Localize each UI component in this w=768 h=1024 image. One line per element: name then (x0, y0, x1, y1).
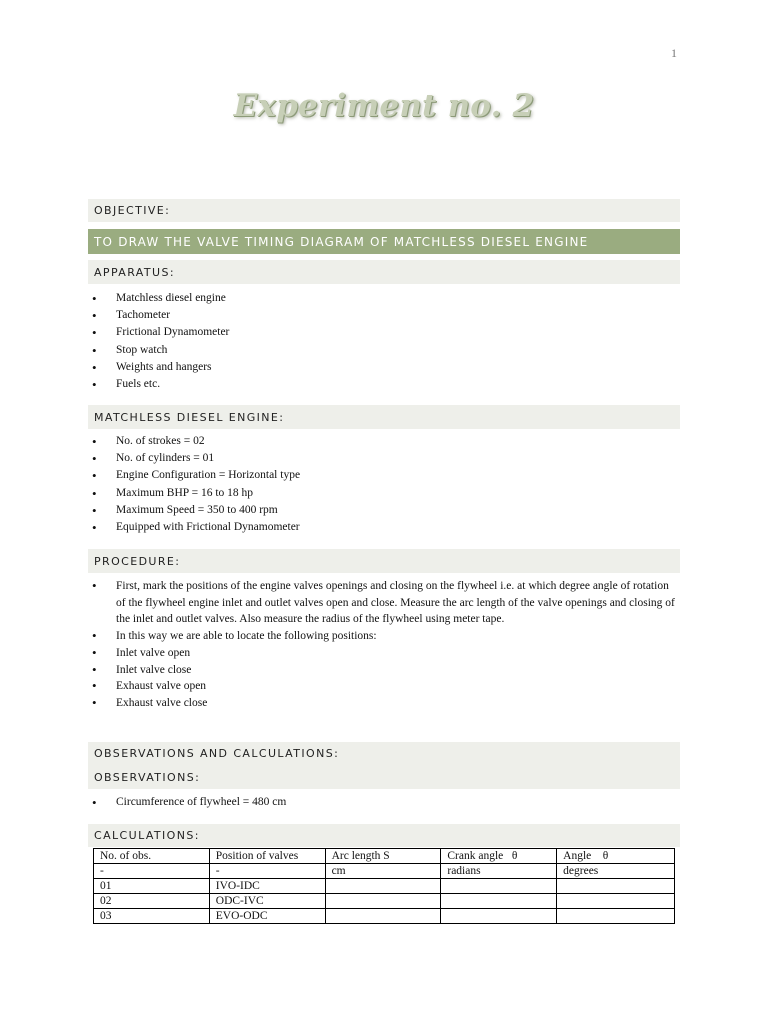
table-row (94, 879, 675, 894)
table-header-row (94, 849, 675, 864)
list-item: • Maximum BHP = 16 to 18 hp (88, 485, 678, 502)
list-item: • No. of cylinders = 01 (88, 450, 678, 467)
table-cell (557, 909, 675, 924)
table-cell: 02 (94, 894, 210, 909)
table-units-row (94, 864, 675, 879)
table-cell: degrees (557, 864, 675, 879)
table-cell: radians (441, 864, 557, 879)
table-cell: 01 (94, 879, 210, 894)
list-item: • Weights and hangers (88, 359, 678, 376)
table-cell (325, 909, 441, 924)
procedure-heading: PROCEDURE: (88, 549, 680, 573)
list-item: • Fuels etc. (88, 376, 678, 393)
calculations-table (93, 848, 675, 924)
procedure-list (88, 578, 678, 712)
table-cell (557, 894, 675, 909)
list-item: • In this way we are able to locate the following positions: (88, 628, 678, 645)
table-cell (557, 879, 675, 894)
engine-spec-list (88, 433, 678, 536)
apparatus-list (88, 290, 678, 393)
table-cell: - (94, 864, 210, 879)
list-item: • Frictional Dynamometer (88, 324, 678, 341)
list-item: • No. of strokes = 02 (88, 433, 678, 450)
apparatus-heading: APPARATUS: (88, 260, 680, 284)
table-cell: No. of obs. (94, 849, 210, 864)
table-row (94, 894, 675, 909)
table-cell (441, 894, 557, 909)
table-cell: 03 (94, 909, 210, 924)
objective-text: TO DRAW THE VALVE TIMING DIAGRAM OF MATCHLESS DIESEL ENGINE (88, 229, 680, 254)
table-cell: IVO-IDC (209, 879, 325, 894)
page-number: 1 (671, 46, 677, 60)
table-cell: - (209, 864, 325, 879)
table-cell (441, 909, 557, 924)
list-item: • Inlet valve open (88, 645, 678, 662)
list-item: • Equipped with Frictional Dynamometer (88, 519, 678, 536)
list-item: • First, mark the positions of the engine valves openings and closing on the flywheel i.e. at which degree angle of rotation of the flywheel engine inlet and outlet valves open and close. Measure the arc length of the valve openings and closing of the inlet and outlet valves. Also measure the radius of the flywheel using meter tape. (88, 578, 678, 628)
list-item: • Inlet valve close (88, 662, 678, 679)
table-cell (441, 879, 557, 894)
list-item: • Stop watch (88, 342, 678, 359)
table-row (94, 909, 675, 924)
table-cell (325, 879, 441, 894)
table-cell: Angle θ (557, 849, 675, 864)
table-cell (325, 894, 441, 909)
observations-heading: OBSERVATIONS: (88, 765, 680, 789)
calculations-heading: CALCULATIONS: (88, 824, 680, 847)
table-cell: EVO-ODC (209, 909, 325, 924)
objective-heading: OBJECTIVE: (88, 199, 680, 222)
list-item: • Engine Configuration = Horizontal type (88, 467, 678, 484)
observations-calculations-heading: OBSERVATIONS AND CALCULATIONS: (88, 742, 680, 765)
table-cell: cm (325, 864, 441, 879)
list-item: • Matchless diesel engine (88, 290, 678, 307)
list-item: • Tachometer (88, 307, 678, 324)
list-item: • Exhaust valve close (88, 695, 678, 712)
table-cell: Position of valves (209, 849, 325, 864)
page-title: Experiment no. 2 (233, 88, 535, 124)
table-cell: Arc length S (325, 849, 441, 864)
engine-heading: MATCHLESS DIESEL ENGINE: (88, 405, 680, 429)
list-item: • Exhaust valve open (88, 678, 678, 695)
list-item: • Circumference of flywheel = 480 cm (88, 794, 678, 811)
table-cell: ODC-IVC (209, 894, 325, 909)
observations-list (88, 794, 678, 811)
list-item: • Maximum Speed = 350 to 400 rpm (88, 502, 678, 519)
table-cell: Crank angle θ (441, 849, 557, 864)
